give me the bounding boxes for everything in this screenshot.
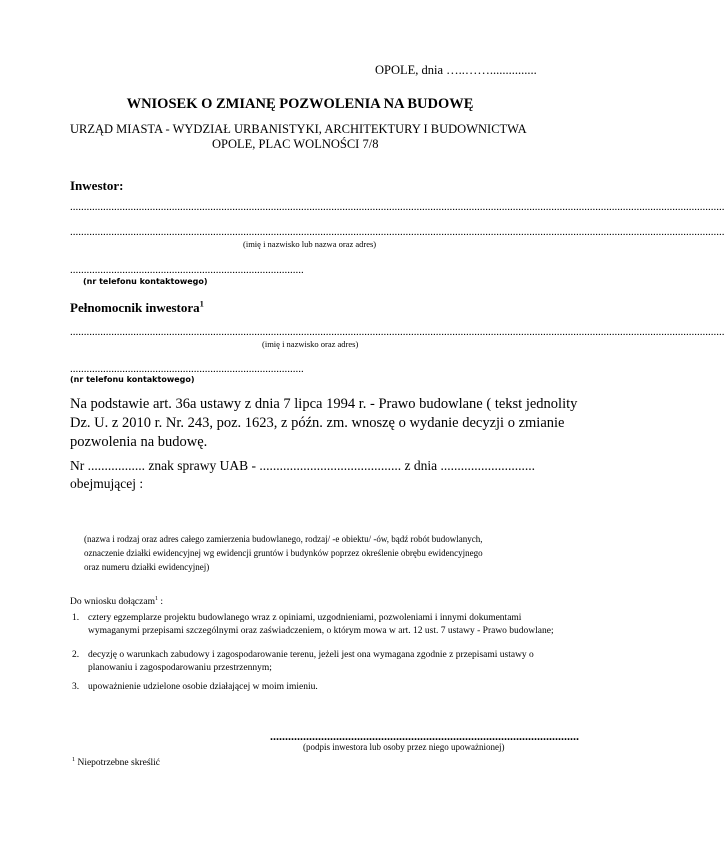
investor-phone-line[interactable]: ..................................................................................... <box>70 264 304 276</box>
attachment-text: upoważnienie udzielone osobie działającej w moim imieniu. <box>88 682 318 692</box>
footnote <box>72 757 160 770</box>
footnote-text: Niepotrzebne skreślić <box>75 758 161 768</box>
document-title: WNIOSEK O ZMIANĘ POZWOLENIA NA BUDOWĘ <box>126 96 474 112</box>
office-line-2: OPOLE, PLAC WOLNOŚCI 7/8 <box>212 137 379 151</box>
scope-caption-line-2: oznaczenie działki ewidencyjnej wg ewidencji gruntów i budynków poprzez określenie obrębu ewidencyjnego <box>84 548 483 558</box>
attachments-heading <box>70 596 163 609</box>
investor-phone-caption: (nr telefonu kontaktowego) <box>83 277 208 286</box>
attachment-item-1 <box>72 612 562 652</box>
attachment-number: 3. <box>72 682 80 692</box>
investor-name-line-2[interactable]: .............................................................................................................................................................................................................................................. <box>70 226 725 238</box>
proxy-heading-text: Pełnomocnik inwestora <box>70 300 200 315</box>
scope-caption-line-3: oraz numeru działki ewidencyjnej) <box>84 562 210 572</box>
scope-label: obejmującej : <box>70 476 144 491</box>
investor-heading: Inwestor: <box>70 178 124 193</box>
attachments-heading-text: Do wniosku dołączam <box>70 597 155 607</box>
proxy-footnote-marker: 1 <box>199 298 204 309</box>
body-line-1: Na podstawie art. 36a ustawy z dnia 7 lipca 1994 r. - Prawo budowlane ( tekst jednolity <box>70 396 578 412</box>
proxy-phone-line[interactable]: ..................................................................................... <box>70 363 304 375</box>
footnote-marker: 1 <box>72 756 76 763</box>
office-line-1: URZĄD MIASTA - WYDZIAŁ URBANISTYKI, ARCHITEKTURY I BUDOWNICTWA <box>70 122 527 136</box>
body-line-3: pozwolenia na budowę. <box>70 434 208 450</box>
proxy-phone-caption: (nr telefonu kontaktowego) <box>70 375 195 384</box>
investor-name-caption: (imię i nazwisko lub nazwa oraz adres) <box>243 239 377 249</box>
place-date: OPOLE, dnia …..……............... <box>375 63 537 77</box>
attachments-heading-tail: : <box>158 597 164 607</box>
proxy-name-line[interactable]: .............................................................................................................................................................................................................................................. <box>70 326 725 338</box>
attachment-item-3 <box>72 681 562 695</box>
signature-line[interactable]: ....................................................................................................... <box>270 729 579 743</box>
scope-caption-line-1: (nazwa i rodzaj oraz adres całego zamierzenia budowlanego, rodzaj/ -e obiektu/ -ów, bądź robót budowlanych, <box>84 534 483 544</box>
body-line-2: Dz. U. z 2010 r. Nr. 243, poz. 1623, z późn. zm. wnoszę o wydanie decyzji o zmianie <box>70 415 565 431</box>
attachment-text: decyzję o warunkach zabudowy i zagospodarowanie terenu, jeżeli jest ona wymagana zgodnie z przepisami ustawy o planowaniu i zagospodarowaniu przestrzennym; <box>88 650 534 673</box>
proxy-heading <box>70 300 204 316</box>
attachment-text: cztery egzemplarze projektu budowlanego wraz z opiniami, uzgodnieniami, pozwoleniami i innymi dokumentami wymaganymi przepisami szczególnymi oraz zaświadczeniem, o którym mowa w art. 12 ust. 7 ustawy - Prawo budowlane; <box>88 613 554 636</box>
case-number-line[interactable]: Nr ................. znak sprawy UAB - .......................................... z dnia ............................ <box>70 458 535 473</box>
investor-name-line-1[interactable]: .............................................................................................................................................................................................................................................. <box>70 201 725 213</box>
proxy-name-caption: (imię i nazwisko oraz adres) <box>262 339 359 349</box>
attachment-number: 1. <box>72 613 80 623</box>
attachments-footnote-marker: 1 <box>154 595 159 602</box>
signature-caption: (podpis inwestora lub osoby przez niego upoważnionej) <box>303 742 505 752</box>
attachment-item-2 <box>72 649 562 677</box>
attachment-number: 2. <box>72 650 80 660</box>
